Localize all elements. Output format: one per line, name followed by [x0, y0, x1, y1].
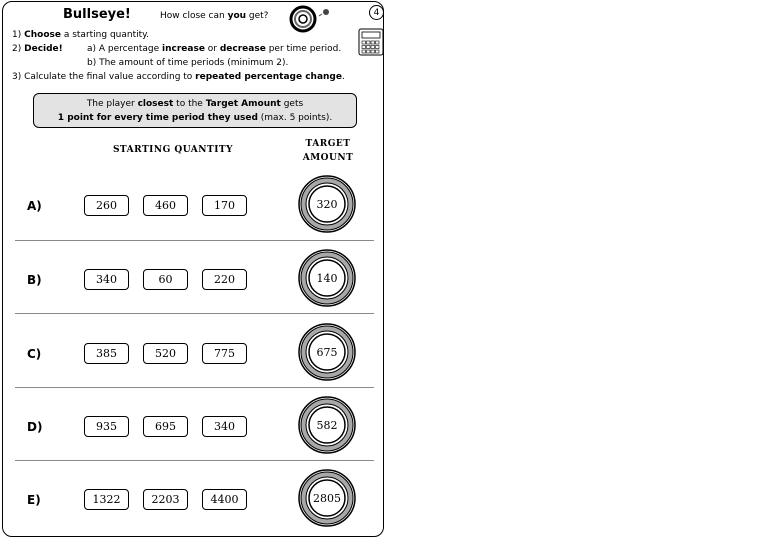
step-text: .	[341, 72, 345, 82]
row-divider	[15, 313, 374, 314]
target-bullseye	[298, 469, 356, 527]
row-label: B)	[27, 273, 42, 287]
instruction-step-2b: b) The amount of time periods (minimum 2).	[87, 58, 289, 68]
starting-quantity-box: 60	[143, 269, 188, 290]
step-text: or	[204, 44, 220, 54]
step-bold: decrease	[219, 44, 266, 54]
starting-quantity-box: 695	[143, 416, 188, 437]
rule-text: (max. 5 points).	[257, 113, 333, 123]
row-divider	[15, 387, 374, 388]
step-number: 2)	[12, 44, 22, 54]
starting-quantity-box: 170	[202, 195, 247, 216]
instruction-step-2a	[87, 44, 341, 54]
target-amount-value: 2805	[313, 491, 341, 505]
starting-quantity-box: 340	[84, 269, 129, 290]
worksheet-title: Bullseye!	[63, 7, 131, 22]
step-verb: Decide!	[24, 44, 63, 54]
rule-line-2	[34, 111, 356, 125]
target-bullseye	[298, 396, 356, 454]
rule-text: The player	[86, 99, 138, 109]
target-amount-value: 320	[316, 197, 338, 211]
starting-quantity-box: 260	[84, 195, 129, 216]
row-divider	[15, 460, 374, 461]
target-amount-value: 582	[316, 418, 338, 432]
target-bullseye	[298, 323, 356, 381]
target-amount-header	[293, 137, 363, 165]
starting-quantity-box: 385	[84, 343, 129, 364]
target-bullseye	[298, 175, 356, 233]
starting-quantity-box: 4400	[202, 489, 247, 510]
subtitle-bold: you	[227, 11, 247, 21]
worksheet-subtitle	[160, 11, 268, 21]
starting-quantity-box: 520	[143, 343, 188, 364]
step-verb: Choose	[24, 30, 61, 40]
starting-quantity-box: 935	[84, 416, 129, 437]
target-amount-value: 675	[316, 345, 338, 359]
row-label: C)	[27, 347, 42, 361]
step-number: 1)	[12, 30, 22, 40]
bullseye-logo-icon	[289, 5, 337, 33]
starting-quantity-box: 460	[143, 195, 188, 216]
starting-quantity-box: 340	[202, 416, 247, 437]
starting-quantity-header: STARTING QUANTITY	[112, 145, 234, 155]
calculator-icon	[358, 28, 384, 56]
row-label: E)	[27, 493, 41, 507]
instruction-step-2	[12, 44, 63, 54]
subtitle-part: How close can	[160, 11, 228, 21]
starting-quantity-box: 2203	[143, 489, 188, 510]
starting-quantity-box: 220	[202, 269, 247, 290]
instruction-step-1	[12, 30, 149, 40]
step-text: a) A percentage	[87, 44, 163, 54]
step-bold: repeated percentage change	[195, 72, 342, 82]
scoring-rule-box	[33, 93, 357, 128]
rule-bold: closest	[137, 99, 174, 109]
starting-quantity-box: 775	[202, 343, 247, 364]
target-header-line: TARGET	[305, 139, 351, 149]
step-text: 3) Calculate the final value according to	[12, 72, 196, 82]
row-divider	[15, 240, 374, 241]
rule-text: to the	[173, 99, 206, 109]
instruction-step-3	[12, 72, 345, 82]
starting-quantity-box: 1322	[84, 489, 129, 510]
target-bullseye	[298, 249, 356, 307]
row-label: A)	[27, 199, 42, 213]
step-bold: increase	[162, 44, 205, 54]
page-number-badge: 4	[369, 5, 384, 20]
rule-bold: 1 point for every time period they used	[57, 113, 258, 123]
step-text: per time period.	[265, 44, 342, 54]
target-header-line: AMOUNT	[302, 153, 354, 163]
rule-bold: Target Amount	[205, 99, 281, 109]
row-label: D)	[27, 420, 43, 434]
rule-line-1	[34, 97, 356, 111]
subtitle-part: get?	[246, 11, 269, 21]
step-text: a starting quantity.	[60, 30, 150, 40]
target-amount-value: 140	[316, 271, 338, 285]
rule-text: gets	[280, 99, 304, 109]
worksheet	[2, 1, 384, 537]
